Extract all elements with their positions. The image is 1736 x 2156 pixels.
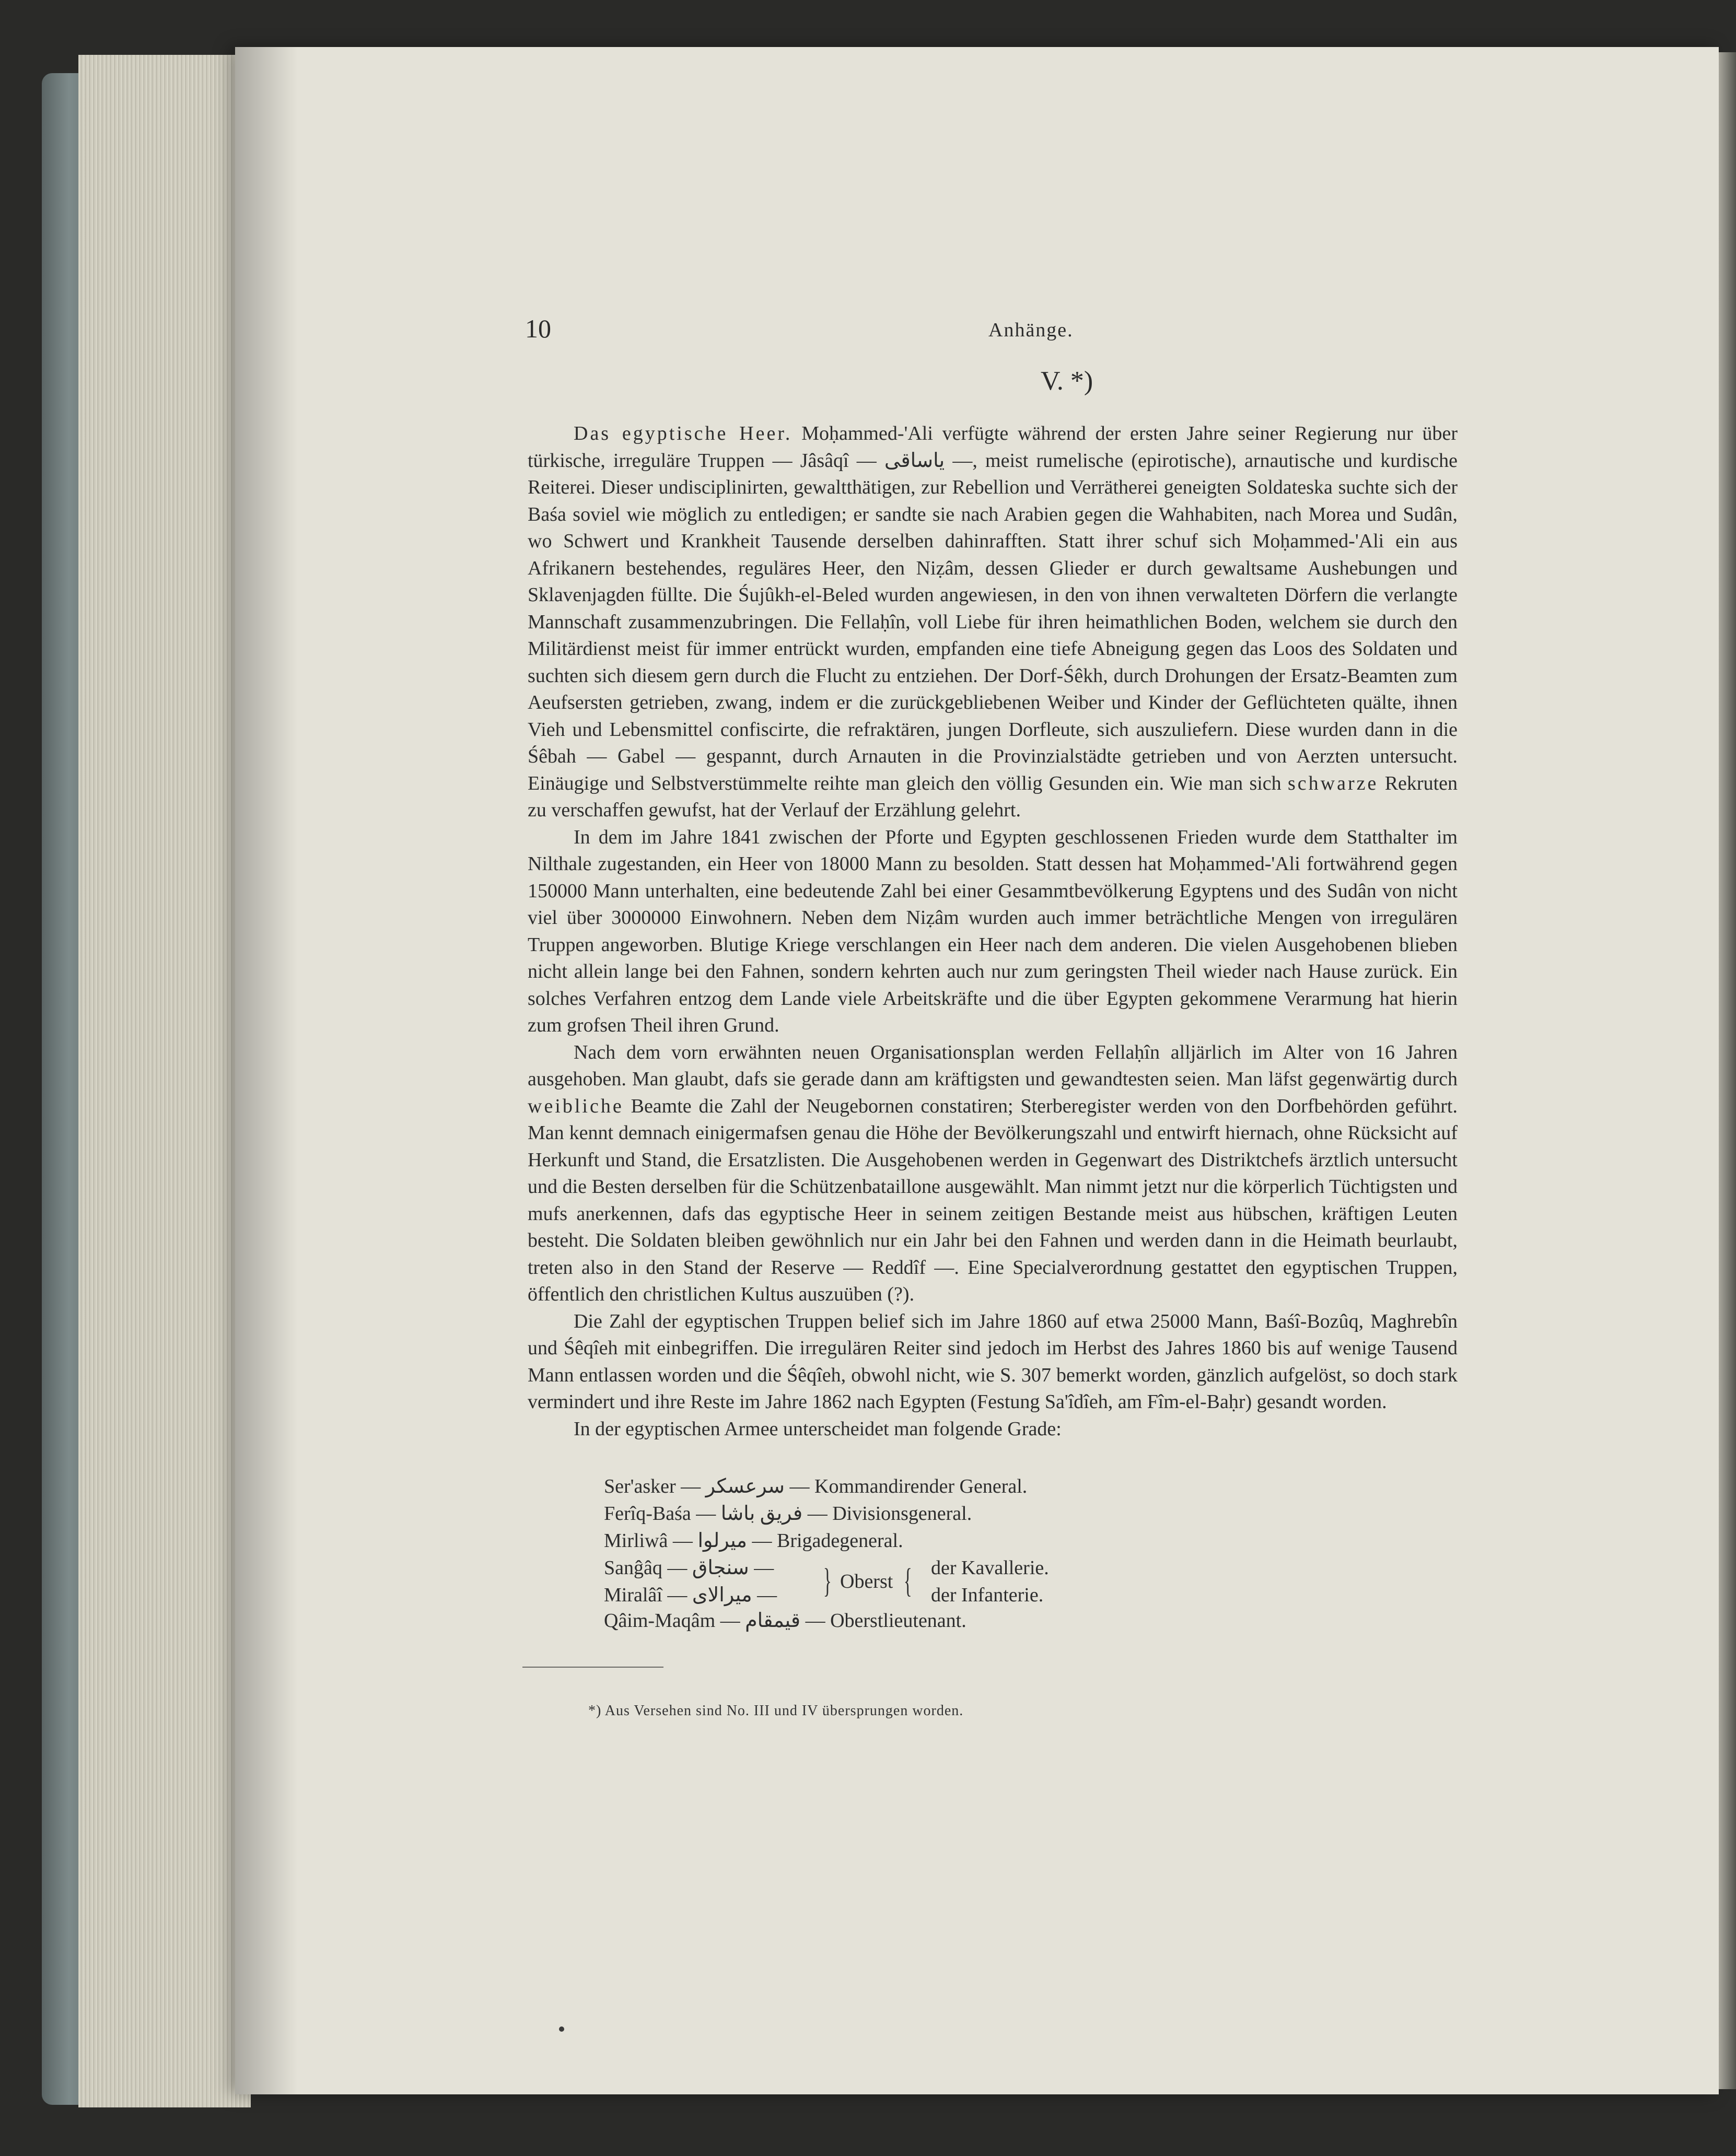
grade-row: Qâim-Maqâm — قيمقام — Oberstlieutenant.: [604, 1610, 966, 1632]
paragraph-text: Rekruten zu verschaffen gewufst, hat der Verlauf der Erzählung gelehrt.: [528, 772, 1458, 821]
oberst-label: Oberst: [840, 1571, 893, 1592]
paragraph-text: Beamte die Zahl der Neugebornen constatiren; Sterberegister werden von den Dorfbehörden geführt. Man kennt demnach einigermafsen genau die Höhe der Bevölkerungszahl und entwirft hiernach, ohne Rücksicht auf Herkunft und Stand, die Ersatzlisten. Die Ausgehobenen werden in Gegenwart des Distriktchefs ärztlich untersucht und die Besten derselben für die Schützenbataillone ausgewählt. Man nimmt jetzt nur die körperlich Tüchtigsten und mufs anerkennen, dafs das egyptische Heer in seinem zeitigen Bestande meist aus hübschen, kräftigen Leuten besteht. Die Soldaten bleiben gewöhnlich nur ein Jahr bei den Fahnen und werden dann in die Heimath beurlaubt, treten also in den Stand der Reserve — Reddîf —. Eine Specialverordnung gestattet den egyptischen Truppen, öffentlich den christlichen Kultus auszuüben (?).: [528, 1095, 1458, 1305]
paragraph-text: Moḥammed-'Ali verfügte während der ersten Jahre seiner Regierung nur über türkische, irreguläre Truppen — Jâsâqî — ياساقى —, meist rumelische (epirotische), arnautische und kurdische Reiterei. Dieser undisciplinirten, gewaltthätigen, zur Rebellion und Verrätherei geneigten Soldateska suchte sich der Baśa soviel wie möglich zu entledigen; er sandte sie nach Arabien gegen die Wahhabiten, nach Morea und Sudân, wo Schwert und Krankheit Tausende derselben dahinrafften. Statt ihrer schuf sich Moḥammed-'Ali ein aus Afrikanern bestehendes, reguläres Heer, den Niẓâm, dessen Glieder er durch gewaltsame Aushebungen und Sklavenjagden füllte. Die Śujûkh-el-Beled wurden angewiesen, in den von ihnen verwalteten Dörfern die verlangte Mannschaft zusammenzubringen. Die Fellaḥîn, voll Liebe für ihren heimathlichen Boden, welchem sie durch den Militärdienst meist für immer entrückt wurden, empfanden eine tiefe Abneigung gegen das Loos des Soldaten und suchten sich diesem gern durch die Flucht zu entziehen. Der Dorf-Śêkh, durch Drohungen der Ersatz-Beamten zum Aeufsersten getrieben, zwang, indem er die zurückgebliebenen Weiber und Kinder der Geflüchteten quälte, ihnen Vieh und Lebensmittel confiscirte, die refraktären, jungen Dorfleute, sich auszuliefern. Diese wurden dann in die Śêbah — Gabel — gespannt, durch Arnauten in die Provinzialstädte getrieben und von Aerzten untersucht. Einäugige und Selbstverstümmelte reihte man gleich den völlig Gesunden ein. Wie man sich: [528, 423, 1458, 794]
oberst-ranks: [604, 1554, 777, 1609]
branch-label: der Infanterie.: [931, 1584, 1044, 1606]
emphasis-word: weibliche: [528, 1095, 624, 1117]
page-number: 10: [525, 314, 551, 343]
grade-row: Miralâî — ميرالاى —: [604, 1584, 777, 1606]
grade-row: Mirliwâ — ميرلوا — Brigadegeneral.: [604, 1530, 903, 1552]
grade-row: Sanĝâq — سنجاق —: [604, 1557, 774, 1579]
grade-row: Ferîq-Baśa — فريق باشا — Divisionsgeneral.: [604, 1503, 972, 1525]
grades-list: [604, 1473, 1027, 1554]
page-edges: [78, 55, 251, 2107]
page-gutter-shadow: [235, 47, 298, 2094]
emphasis-word: schwarze: [1288, 772, 1379, 794]
footnote-rule: [522, 1667, 663, 1668]
ink-speck: [559, 2026, 564, 2032]
paragraph: [528, 824, 1458, 1039]
footnote: *) Aus Versehen sind No. III und IV übersprungen worden.: [588, 1703, 964, 1719]
grade-row: Ser'asker — سرعسكر — Kommandirender General.: [604, 1475, 1028, 1497]
paragraph-text: Nach dem vorn erwähnten neuen Organisationsplan werden Fellaḥîn alljärlich im Alter von 16 Jahren ausgehoben. Man glaubt, dafs sie gerade dann am kräftigsten und gewandtesten seien. Man läfst gegenwärtig durch: [528, 1041, 1458, 1090]
body-text: [528, 420, 1458, 1443]
brace-right: {: [903, 1562, 912, 1600]
paragraph: [528, 1039, 1458, 1308]
paragraph: [528, 1416, 1458, 1443]
page-right-edge: [1719, 52, 1736, 2089]
branch-label: der Kavallerie.: [931, 1557, 1049, 1579]
oberst-branches: [931, 1554, 1049, 1609]
section-heading: V. *): [1041, 366, 1093, 396]
paragraph: [528, 1308, 1458, 1416]
paragraph-text: In der egyptischen Armee unterscheidet man folgende Grade:: [574, 1417, 1062, 1440]
running-head: Anhänge.: [988, 319, 1074, 341]
paragraph-text: In dem im Jahre 1841 zwischen der Pforte und Egypten geschlossenen Frieden wurde dem Statthalter im Nilthale zugestanden, ein Heer von 18000 Mann zu besolden. Statt dessen hat Moḥammed-'Ali fortwährend gegen 150000 Mann unterhalten, eine bedeutende Zahl bei einer Gesammtbevölkerung Egyptens und des Sudân von nicht viel über 3000000 Einwohnern. Neben dem Niẓâm wurden auch immer beträchtliche Mengen von irregulären Truppen angeworben. Blutige Kriege verschlangen ein Heer nach dem anderen. Die vielen Ausgehobenen blieben nicht allein lange bei den Fahnen, sondern kehrten auch nur zum geringsten Theil wieder nach Hause zurück. Ein solches Verfahren entzog dem Lande viele Arbeitskräfte und die über Egypten gekommene Verarmung hat hierin zum grofsen Theil ihren Grund.: [528, 826, 1458, 1036]
brace-left: }: [823, 1562, 832, 1600]
paragraph: [528, 420, 1458, 824]
paragraph-lead: Das egyptische Heer.: [574, 423, 793, 444]
paragraph-text: Die Zahl der egyptischen Truppen belief sich im Jahre 1860 auf etwa 25000 Mann, Baśî-Bozûq, Maghrebîn und Śêqîeh mit einbegriffen. Die irregulären Reiter sind jedoch im Herbst des Jahres 1860 bis auf wenige Tausend Mann entlassen worden und die Śêqîeh, obwohl nicht, wie S. 307 bemerkt worden, gänzlich aufgelöst, so doch stark vermindert und ihre Reste im Jahre 1862 nach Egypten (Festung Sa'îdîeh, am Fîm-el-Baḥr) gesandt worden.: [528, 1310, 1458, 1413]
